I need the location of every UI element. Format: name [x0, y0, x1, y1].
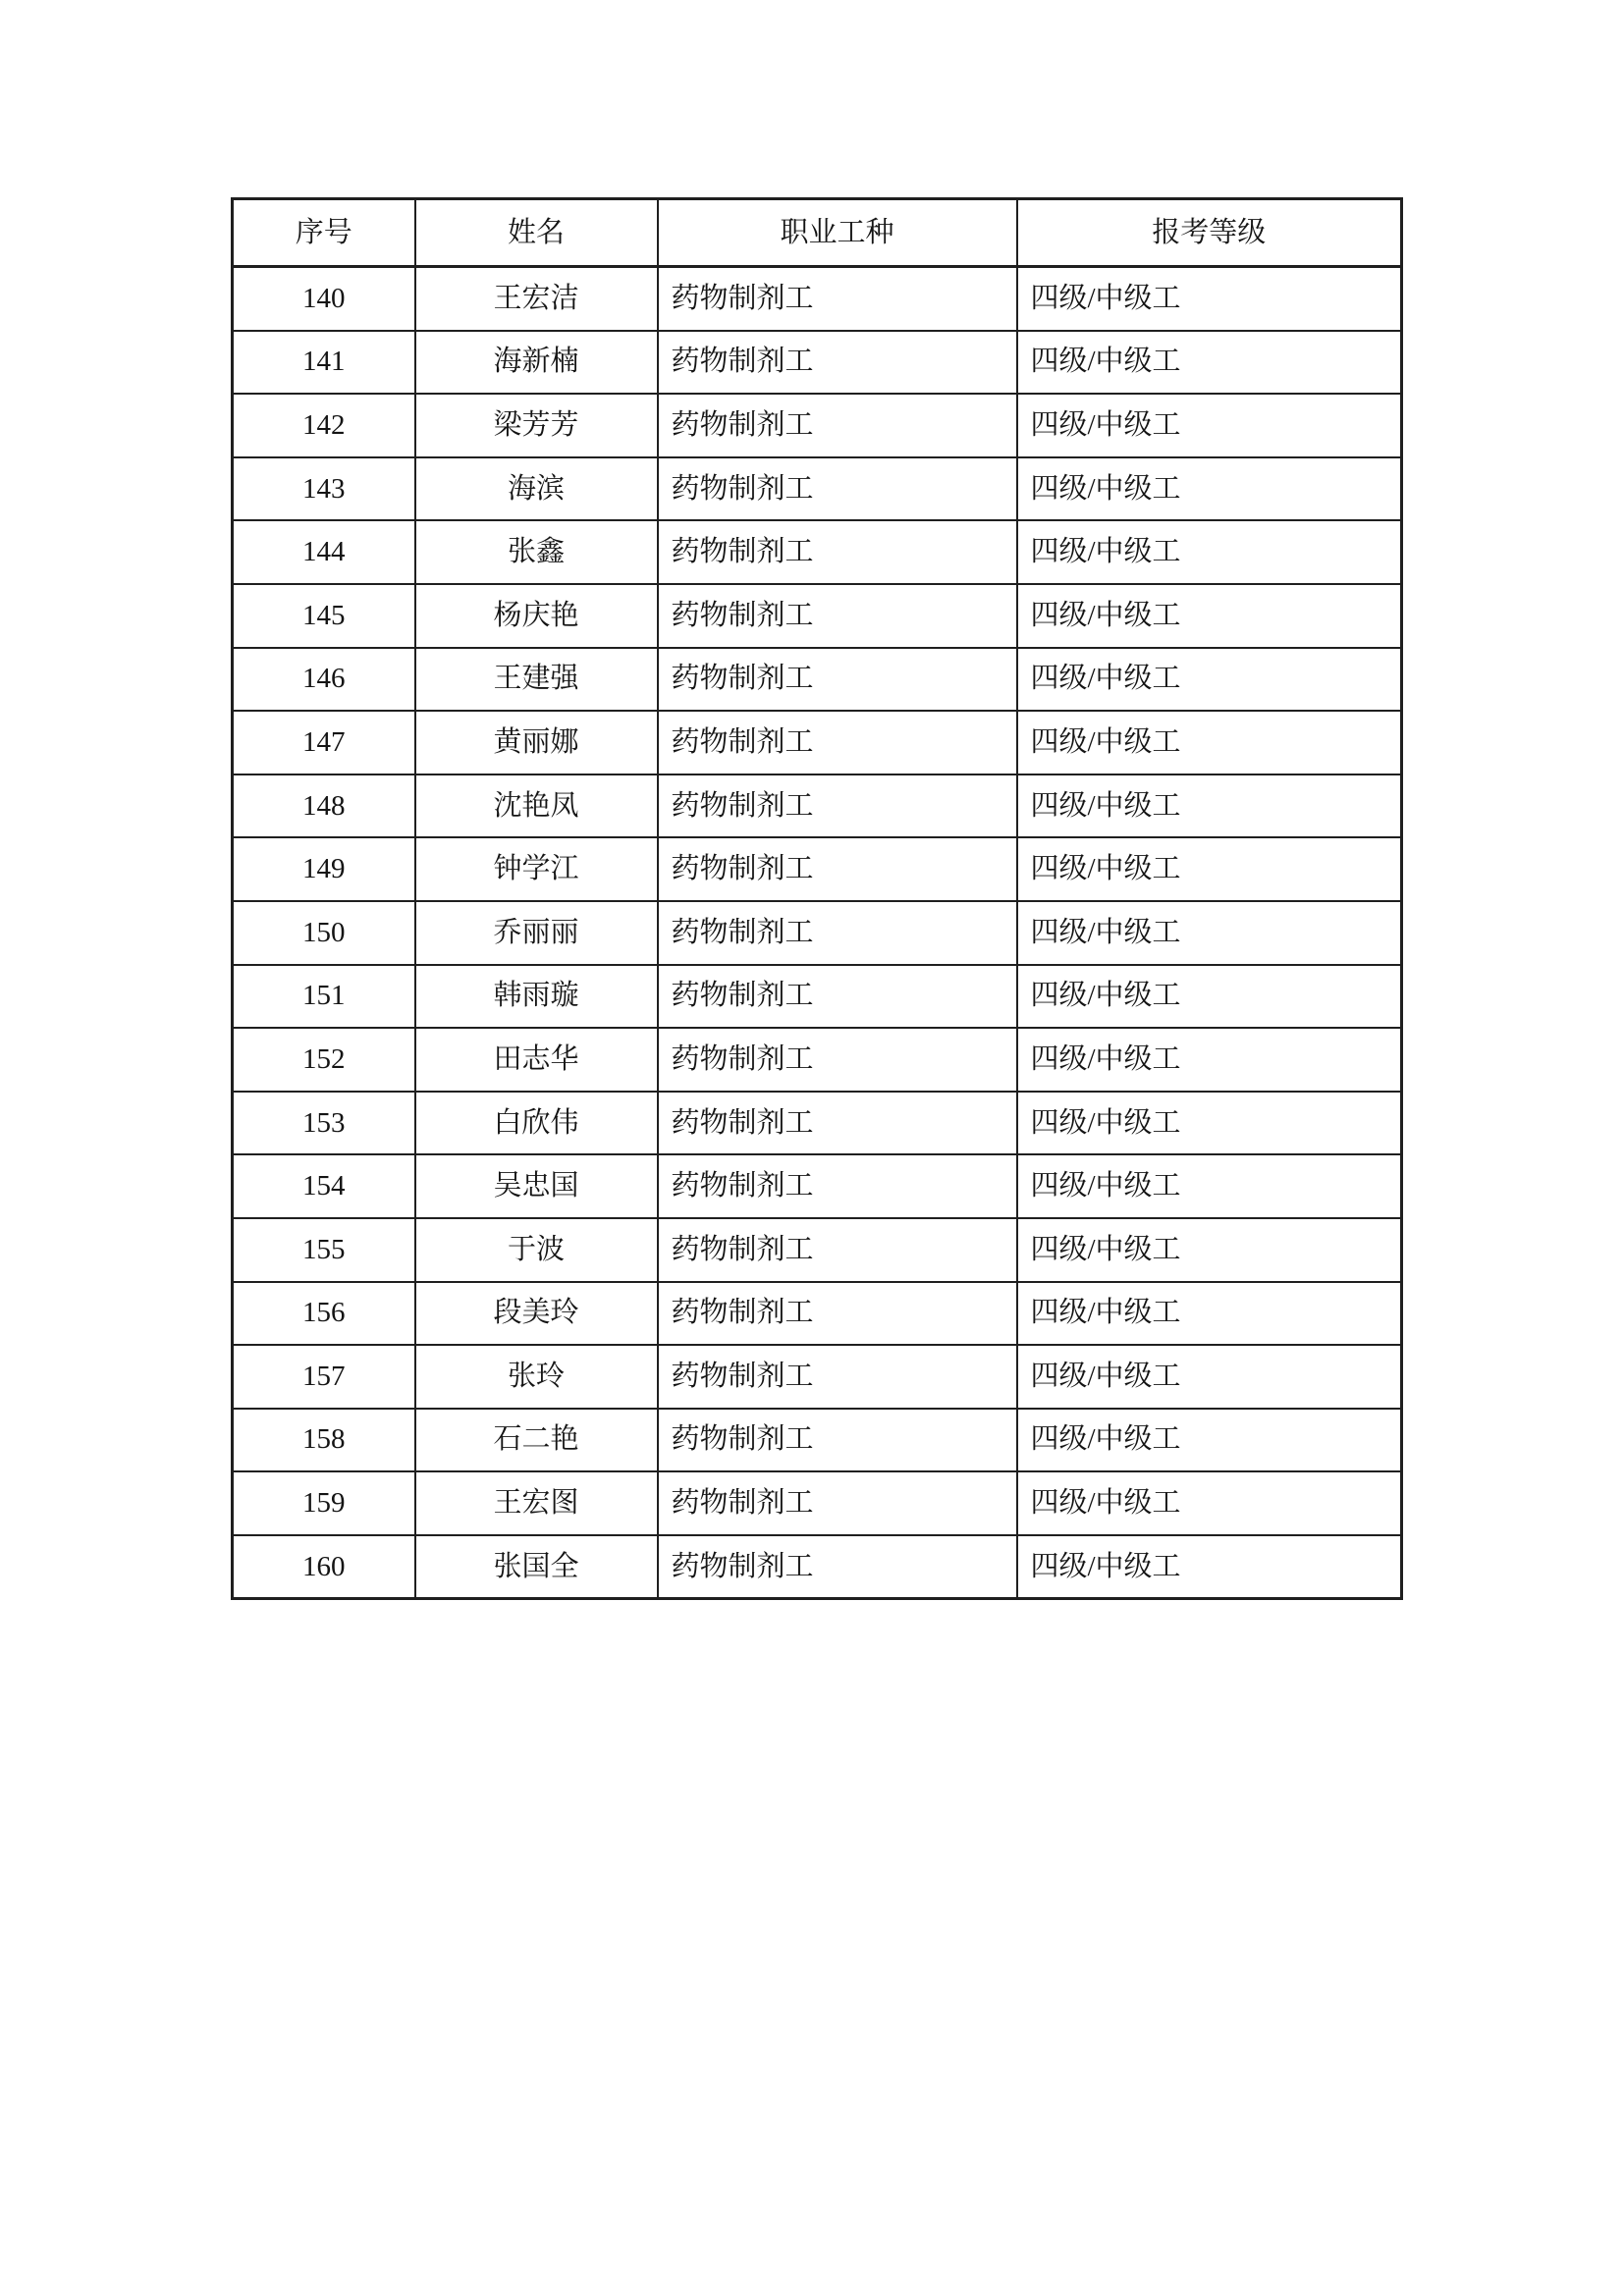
cell-occupation: 药物制剂工 [658, 1154, 1017, 1218]
table-row [233, 1345, 1402, 1409]
cell-level: 四级/中级工 [1017, 331, 1402, 395]
table-row [233, 1028, 1402, 1092]
cell-occupation: 药物制剂工 [658, 1092, 1017, 1155]
cell-serial: 160 [233, 1535, 415, 1599]
cell-serial: 159 [233, 1471, 415, 1535]
cell-level: 四级/中级工 [1017, 1409, 1402, 1472]
header-row [233, 199, 1402, 267]
cell-serial: 145 [233, 584, 415, 648]
cell-occupation: 药物制剂工 [658, 267, 1017, 331]
cell-serial: 147 [233, 711, 415, 774]
col-header-name: 姓名 [415, 199, 658, 267]
cell-level: 四级/中级工 [1017, 965, 1402, 1029]
cell-level: 四级/中级工 [1017, 1028, 1402, 1092]
table-body [233, 267, 1402, 1599]
cell-serial: 143 [233, 457, 415, 521]
cell-occupation: 药物制剂工 [658, 1409, 1017, 1472]
cell-level: 四级/中级工 [1017, 394, 1402, 457]
table-row [233, 1535, 1402, 1599]
cell-serial: 154 [233, 1154, 415, 1218]
table-row [233, 1471, 1402, 1535]
cell-name: 段美玲 [415, 1282, 658, 1346]
cell-name: 白欣伟 [415, 1092, 658, 1155]
candidate-roster-table [231, 197, 1403, 1600]
table-row [233, 331, 1402, 395]
col-header-occupation: 职业工种 [658, 199, 1017, 267]
cell-name: 王建强 [415, 648, 658, 712]
cell-name: 黄丽娜 [415, 711, 658, 774]
cell-name: 海新楠 [415, 331, 658, 395]
cell-level: 四级/中级工 [1017, 1535, 1402, 1599]
cell-level: 四级/中级工 [1017, 837, 1402, 901]
cell-serial: 142 [233, 394, 415, 457]
cell-level: 四级/中级工 [1017, 1154, 1402, 1218]
table-row [233, 648, 1402, 712]
cell-name: 钟学江 [415, 837, 658, 901]
cell-name: 梁芳芳 [415, 394, 658, 457]
cell-serial: 151 [233, 965, 415, 1029]
cell-serial: 156 [233, 1282, 415, 1346]
table-row [233, 711, 1402, 774]
cell-level: 四级/中级工 [1017, 774, 1402, 838]
cell-serial: 146 [233, 648, 415, 712]
table-row [233, 267, 1402, 331]
table-row [233, 520, 1402, 584]
cell-name: 韩雨璇 [415, 965, 658, 1029]
cell-occupation: 药物制剂工 [658, 1028, 1017, 1092]
cell-occupation: 药物制剂工 [658, 901, 1017, 965]
table-row [233, 837, 1402, 901]
cell-serial: 140 [233, 267, 415, 331]
cell-occupation: 药物制剂工 [658, 584, 1017, 648]
cell-occupation: 药物制剂工 [658, 520, 1017, 584]
cell-name: 王宏洁 [415, 267, 658, 331]
cell-name: 沈艳凤 [415, 774, 658, 838]
cell-level: 四级/中级工 [1017, 584, 1402, 648]
cell-serial: 149 [233, 837, 415, 901]
cell-serial: 157 [233, 1345, 415, 1409]
cell-name: 张国全 [415, 1535, 658, 1599]
cell-level: 四级/中级工 [1017, 1282, 1402, 1346]
cell-occupation: 药物制剂工 [658, 1218, 1017, 1282]
cell-name: 田志华 [415, 1028, 658, 1092]
cell-serial: 155 [233, 1218, 415, 1282]
table-row [233, 457, 1402, 521]
table-row [233, 1218, 1402, 1282]
cell-name: 杨庆艳 [415, 584, 658, 648]
cell-name: 张玲 [415, 1345, 658, 1409]
table-row [233, 394, 1402, 457]
cell-level: 四级/中级工 [1017, 520, 1402, 584]
cell-level: 四级/中级工 [1017, 1345, 1402, 1409]
cell-name: 张鑫 [415, 520, 658, 584]
col-header-serial: 序号 [233, 199, 415, 267]
cell-occupation: 药物制剂工 [658, 1282, 1017, 1346]
table-row [233, 1154, 1402, 1218]
table-row [233, 1282, 1402, 1346]
table-row [233, 1092, 1402, 1155]
cell-occupation: 药物制剂工 [658, 1345, 1017, 1409]
cell-name: 王宏图 [415, 1471, 658, 1535]
cell-level: 四级/中级工 [1017, 711, 1402, 774]
cell-serial: 153 [233, 1092, 415, 1155]
cell-occupation: 药物制剂工 [658, 457, 1017, 521]
table-row [233, 1409, 1402, 1472]
cell-level: 四级/中级工 [1017, 457, 1402, 521]
cell-name: 石二艳 [415, 1409, 658, 1472]
col-header-level: 报考等级 [1017, 199, 1402, 267]
table-row [233, 901, 1402, 965]
cell-occupation: 药物制剂工 [658, 1535, 1017, 1599]
cell-name: 于波 [415, 1218, 658, 1282]
cell-serial: 141 [233, 331, 415, 395]
cell-level: 四级/中级工 [1017, 1471, 1402, 1535]
cell-occupation: 药物制剂工 [658, 1471, 1017, 1535]
cell-occupation: 药物制剂工 [658, 394, 1017, 457]
table-row [233, 965, 1402, 1029]
cell-serial: 158 [233, 1409, 415, 1472]
cell-occupation: 药物制剂工 [658, 837, 1017, 901]
cell-level: 四级/中级工 [1017, 1092, 1402, 1155]
cell-name: 乔丽丽 [415, 901, 658, 965]
cell-occupation: 药物制剂工 [658, 711, 1017, 774]
cell-level: 四级/中级工 [1017, 648, 1402, 712]
cell-occupation: 药物制剂工 [658, 774, 1017, 838]
cell-serial: 150 [233, 901, 415, 965]
cell-level: 四级/中级工 [1017, 901, 1402, 965]
cell-occupation: 药物制剂工 [658, 965, 1017, 1029]
cell-serial: 144 [233, 520, 415, 584]
cell-serial: 152 [233, 1028, 415, 1092]
cell-name: 吴忠国 [415, 1154, 658, 1218]
table-row [233, 774, 1402, 838]
table-row [233, 584, 1402, 648]
cell-occupation: 药物制剂工 [658, 331, 1017, 395]
cell-name: 海滨 [415, 457, 658, 521]
cell-level: 四级/中级工 [1017, 267, 1402, 331]
cell-serial: 148 [233, 774, 415, 838]
cell-occupation: 药物制剂工 [658, 648, 1017, 712]
cell-level: 四级/中级工 [1017, 1218, 1402, 1282]
